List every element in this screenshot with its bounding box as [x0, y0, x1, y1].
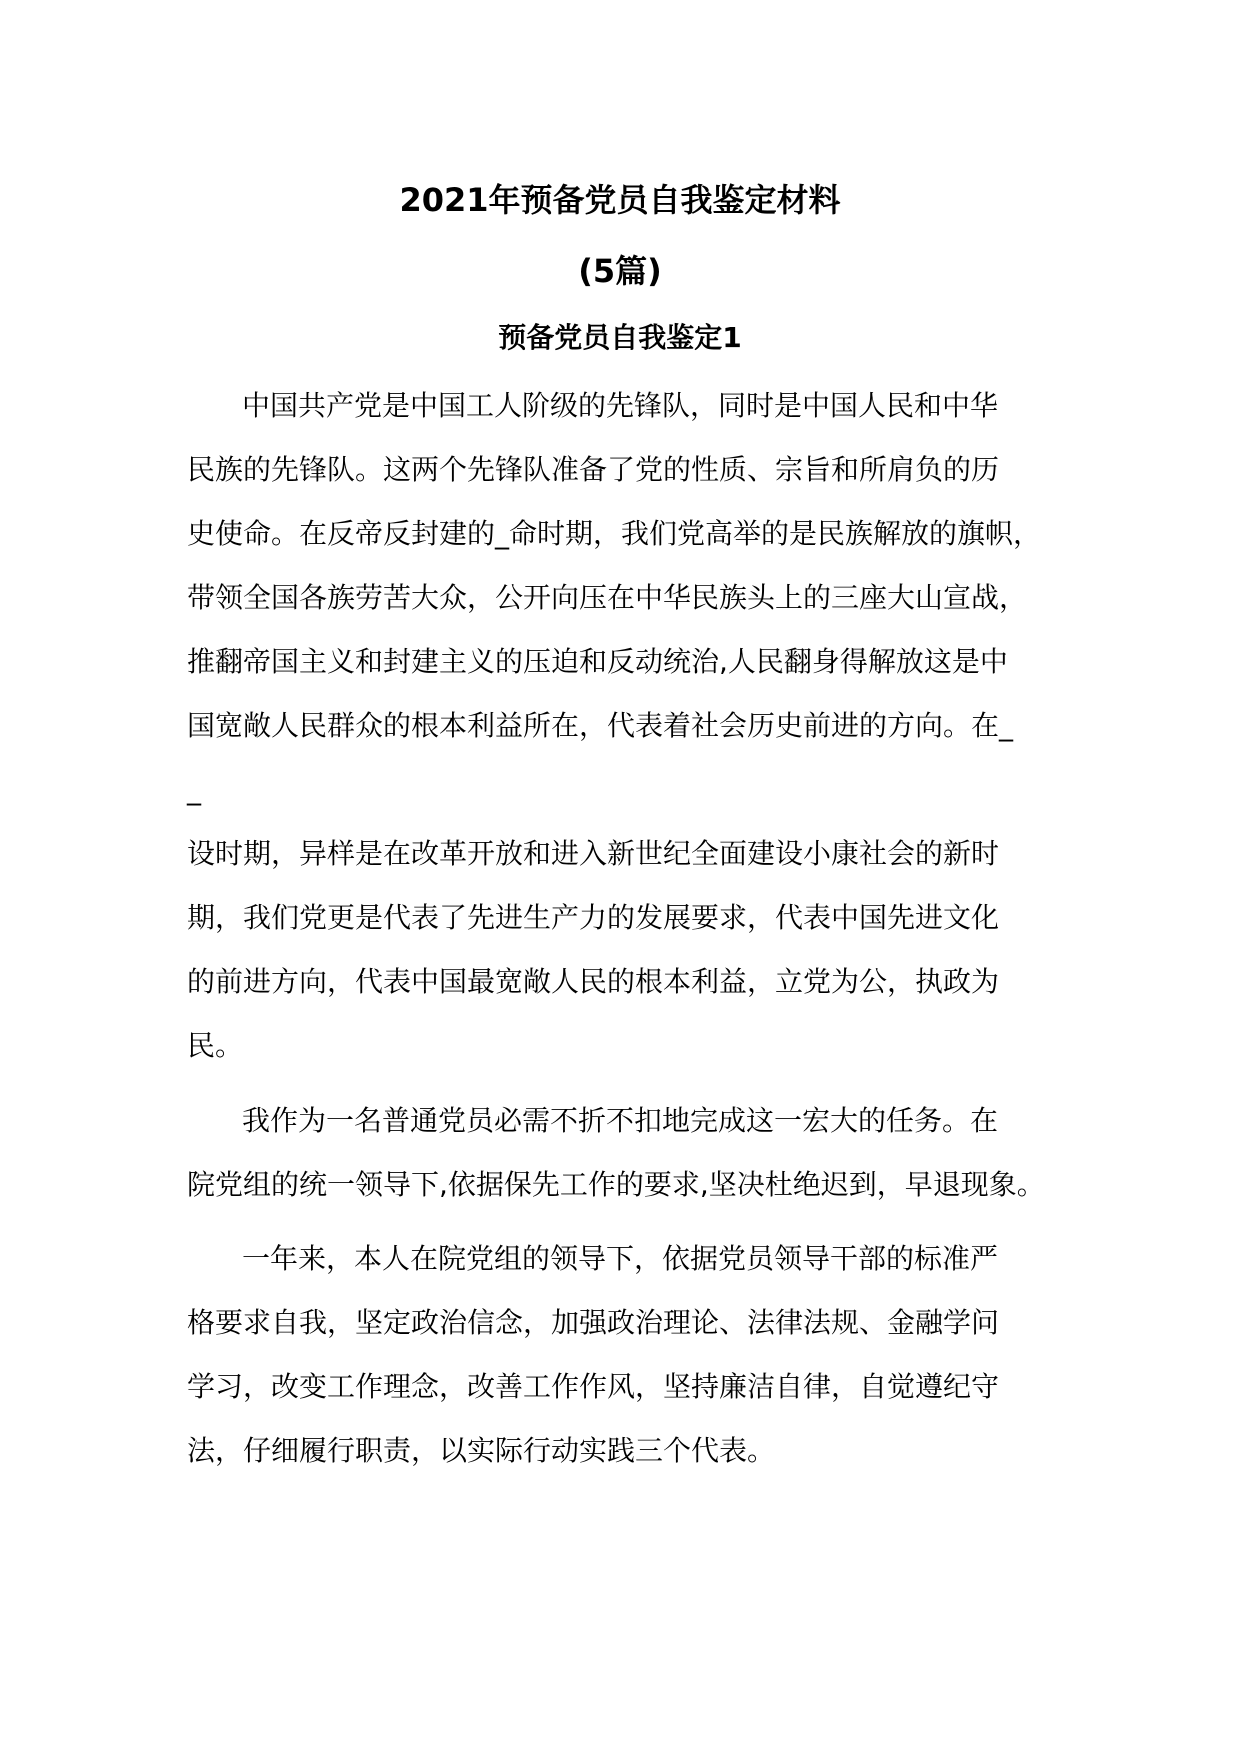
paragraph-line: 期，我们党更是代表了先进生产力的发展要求，代表中国先进文化	[187, 901, 1000, 934]
paragraph-line: 一年来，本人在院党组的领导下，依据党员领导干部的标准严	[242, 1242, 999, 1275]
paragraph-line: 民。	[187, 1029, 244, 1062]
document-title-count: (5篇)	[578, 252, 662, 290]
paragraph-line: 学习，改变工作理念，改善工作作风，坚持廉洁自律，自觉遵纪守	[187, 1370, 1000, 1403]
paragraph-line: 院党组的统一领导下,依据保先工作的要求,坚决杜绝迟到，早退现象。	[187, 1168, 1045, 1201]
paragraph-line: 民族的先锋队。这两个先锋队准备了党的性质、宗旨和所肩负的历	[187, 453, 1000, 486]
section-heading: 预备党员自我鉴定1	[498, 321, 742, 354]
paragraph-line: 带领全国各族劳苦大众，公开向压在中华民族头上的三座大山宣战，	[187, 581, 1028, 614]
paragraph-line: 的前进方向，代表中国最宽敞人民的根本利益，立党为公，执政为	[187, 965, 1000, 998]
paragraph-line: 我作为一名普通党员必需不折不扣地完成这一宏大的任务。在	[242, 1104, 999, 1137]
paragraph-line: 设时期，异样是在改革开放和进入新世纪全面建设小康社会的新时	[187, 837, 1000, 870]
paragraph-line: 国宽敞人民群众的根本利益所在，代表着社会历史前进的方向。在_	[187, 709, 1014, 742]
paragraph-line: 中国共产党是中国工人阶级的先锋队，同时是中国人民和中华	[242, 389, 999, 422]
paragraph-line: 史使命。在反帝反封建的_命时期，我们党高举的是民族解放的旗帜，	[187, 517, 1042, 550]
document-title: 2021年预备党员自我鉴定材料	[399, 181, 841, 219]
paragraph-line: _	[187, 773, 201, 806]
paragraph-line: 法，仔细履行职责，以实际行动实践三个代表。	[187, 1434, 776, 1467]
paragraph-line: 推翻帝国主义和封建主义的压迫和反动统治,人民翻身得解放这是中	[187, 645, 1008, 678]
paragraph-line: 格要求自我，坚定政治信念，加强政治理论、法律法规、金融学问	[187, 1306, 1000, 1339]
